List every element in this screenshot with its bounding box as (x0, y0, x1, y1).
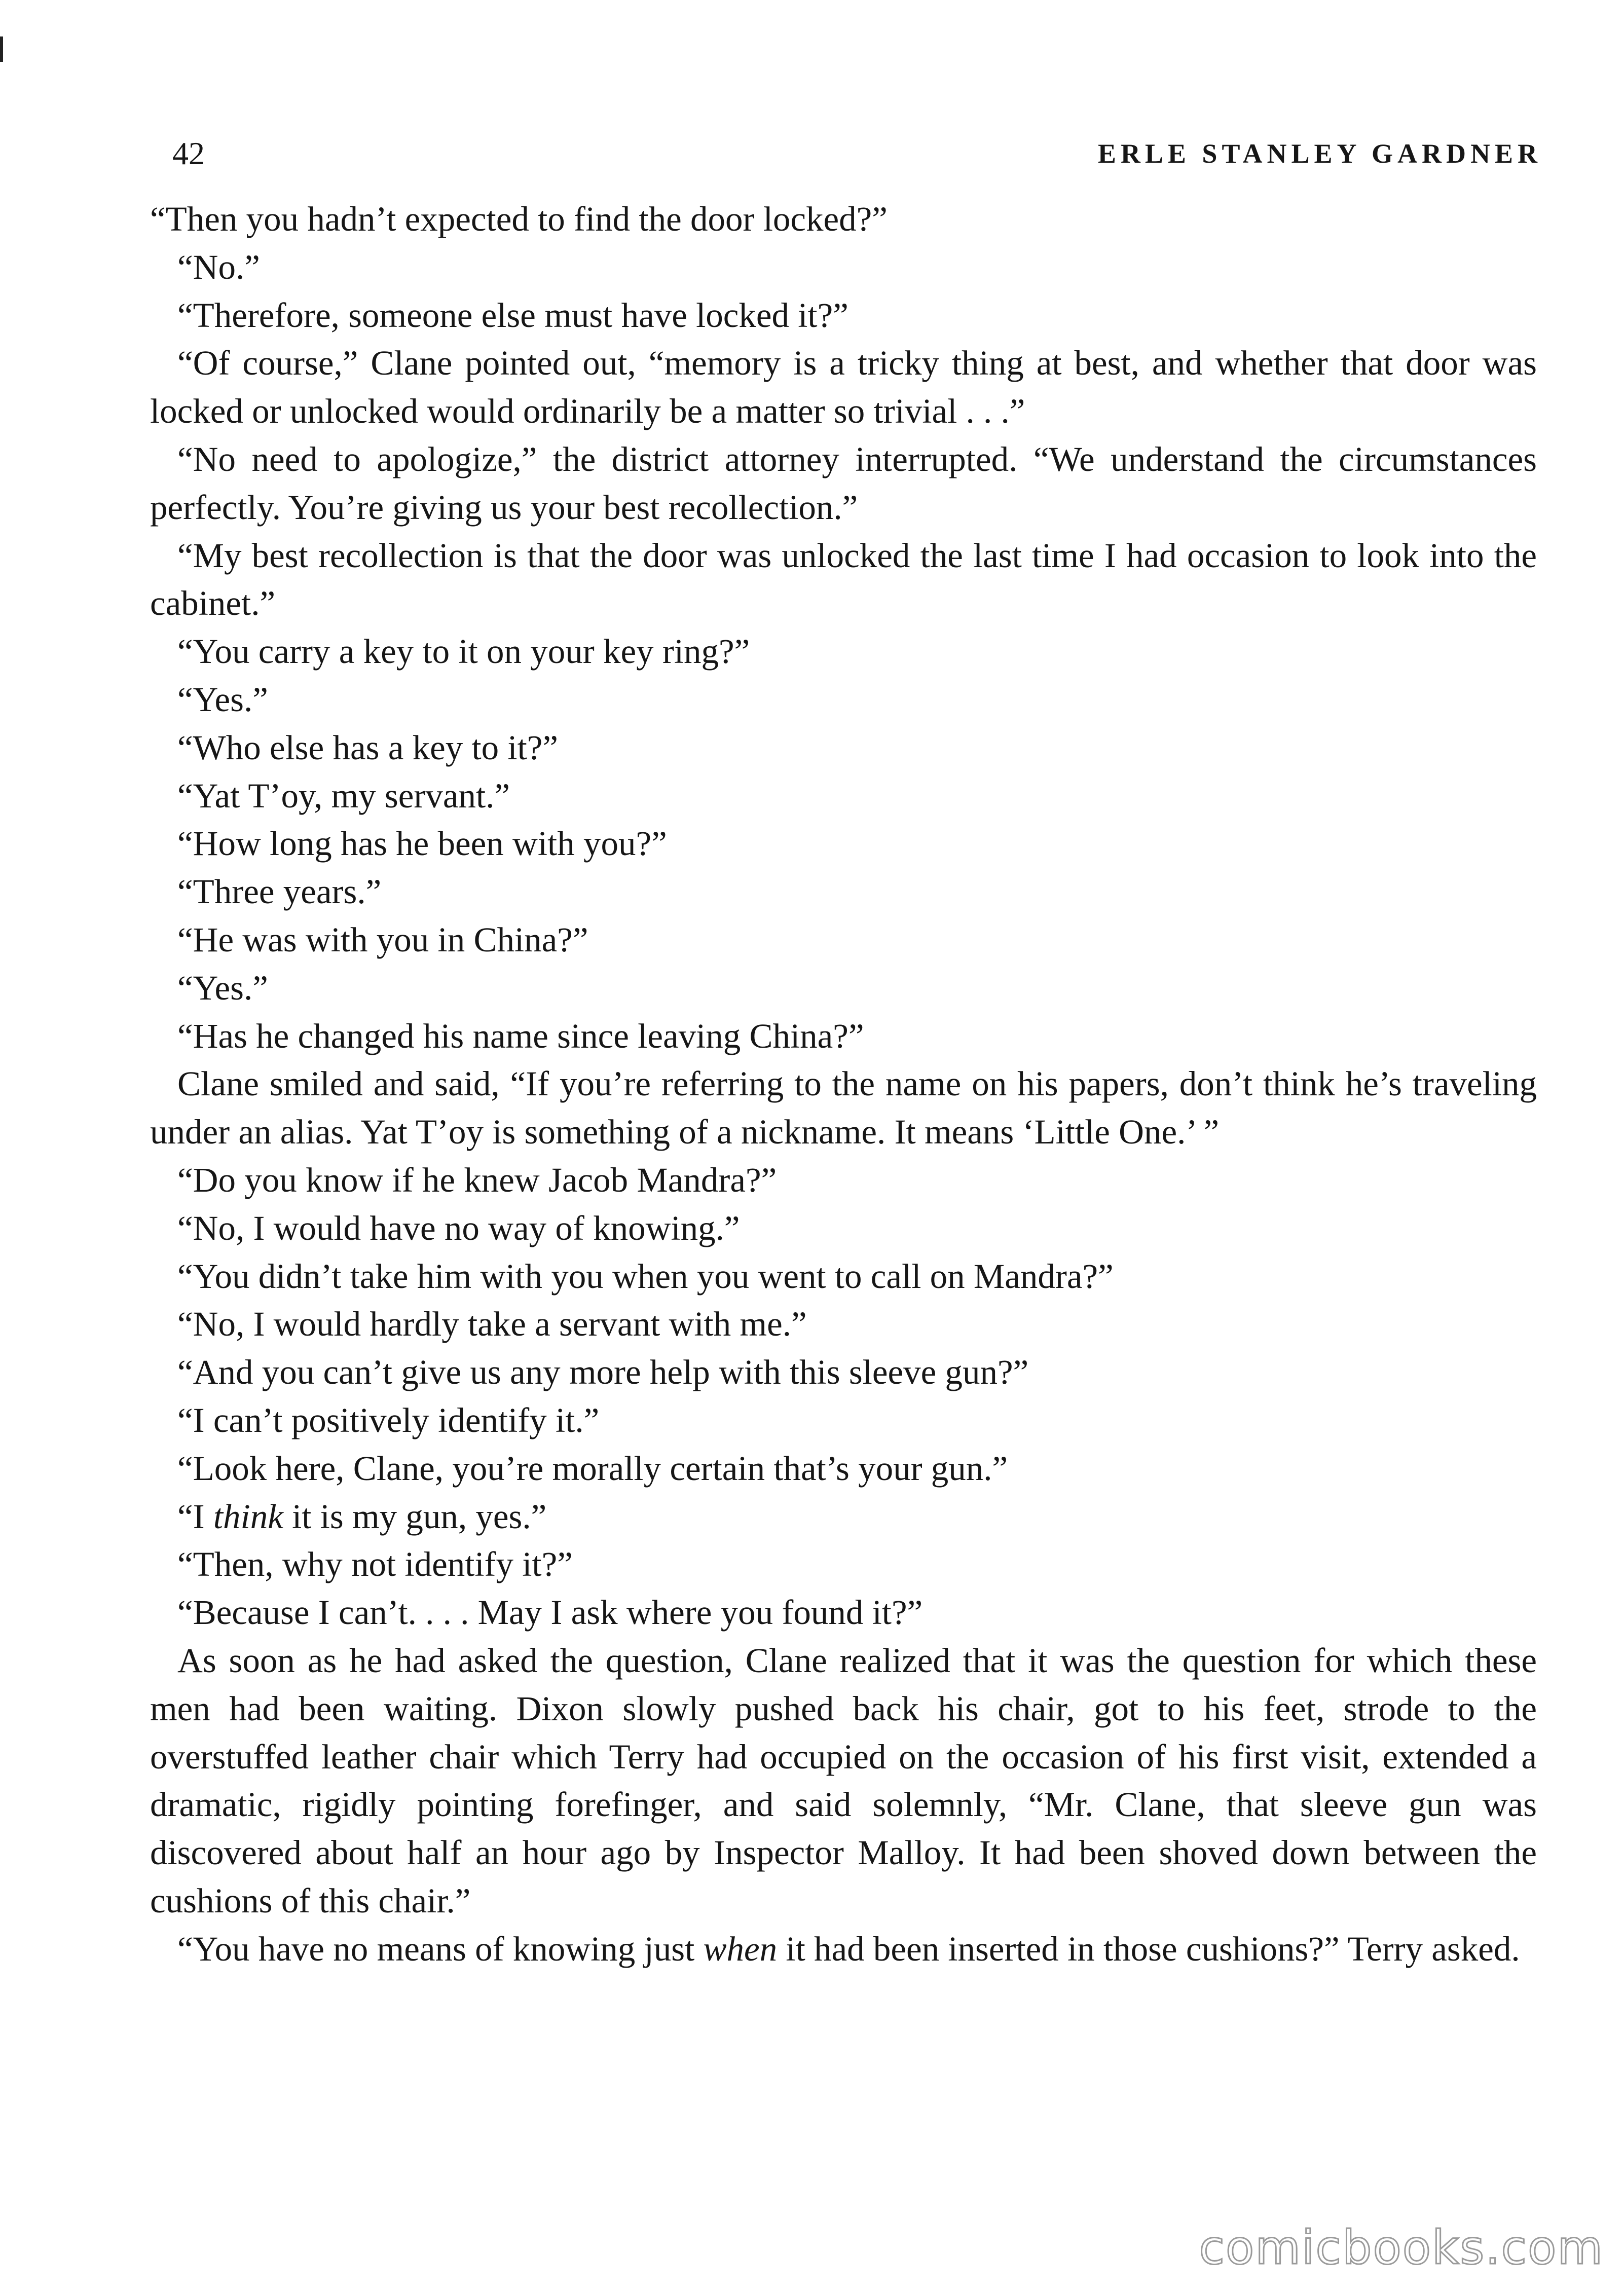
paragraph: “Of course,” Clane pointed out, “memory is a tricky thing at best, and whether that door was locked or unlocked would ordinarily be a matter so trivial . . .” (150, 344, 1537, 431)
paragraph: “You carry a key to it on your key ring?” (177, 632, 750, 671)
text-run: “I (177, 1497, 213, 1536)
page-header (152, 131, 1542, 176)
italic-word: think (213, 1497, 283, 1536)
paragraph: “Yes.” (177, 680, 268, 719)
paragraph: “Three years.” (177, 872, 382, 911)
paragraph-with-italic (150, 1925, 1537, 1973)
running-head-author: ERLE STANLEY GARDNER (1097, 138, 1542, 169)
paragraph: “He was with you in China?” (177, 920, 588, 959)
paragraph: “No.” (177, 247, 260, 286)
paragraph: “Yes.” (177, 968, 268, 1007)
paragraph: “Has he changed his name since leaving China?” (177, 1016, 864, 1055)
paragraph: “And you can’t give us any more help with this sleeve gun?” (177, 1353, 1029, 1392)
paragraph: Clane smiled and said, “If you’re referring to the name on his papers, don’t think he’s traveling under an alias. Yat T’oy is something of a nickname. It means ‘Little One.’ ” (150, 1064, 1537, 1152)
paragraph: “Therefore, someone else must have locked it?” (177, 296, 848, 335)
paragraph: “How long has he been with you?” (177, 824, 667, 863)
text-run: it is my gun, yes.” (283, 1497, 547, 1536)
paragraph-with-italic (150, 1493, 1537, 1541)
watermark-text: comicbooks.com (1199, 2221, 1604, 2275)
paragraph: “Who else has a key to it?” (177, 728, 559, 767)
paragraph: “No, I would hardly take a servant with me.” (177, 1305, 807, 1344)
paragraph: “Then you hadn’t expected to find the door locked?” (150, 200, 888, 238)
text-run: “You have no means of knowing just (177, 1929, 704, 1968)
italic-word: when (703, 1929, 778, 1968)
body-text (150, 195, 1537, 1973)
paragraph: “Because I can’t. . . . May I ask where you found it?” (177, 1593, 923, 1632)
paragraph: “My best recollection is that the door was unlocked the last time I had occasion to look into the cabinet.” (150, 536, 1537, 623)
paragraph: “Yat T’oy, my servant.” (177, 776, 510, 815)
scan-edge-mark (0, 36, 3, 62)
paragraph: “Look here, Clane, you’re morally certain that’s your gun.” (177, 1449, 1008, 1488)
paragraph: “You didn’t take him with you when you went to call on Mandra?” (177, 1257, 1114, 1296)
paragraph: “Do you know if he knew Jacob Mandra?” (177, 1160, 777, 1199)
paragraph: As soon as he had asked the question, Clane realized that it was the question for which these men had been waiting. Dixon slowly pushed back his chair, got to his feet, strode to the overstuffed leather chair which Terry had occupied on the occasion of his first visit, extended a dramatic, rigidly pointing forefinger, and said solemnly, “Mr. Clane, that sleeve gun was discovered about half an hour ago by Inspector Malloy. It had been shoved down between the cushions of this chair.” (150, 1641, 1537, 1920)
paragraph: “No need to apologize,” the district attorney interrupted. “We understand the circumstances perfectly. You’re giving us your best recollection.” (150, 439, 1537, 527)
paragraph: “No, I would have no way of knowing.” (177, 1208, 740, 1247)
paragraph: “I can’t positively identify it.” (177, 1400, 600, 1439)
paragraph: “Then, why not identify it?” (177, 1545, 573, 1584)
text-run: it had been inserted in those cushions?” Terry asked. (777, 1929, 1520, 1968)
page-number: 42 (172, 135, 205, 171)
